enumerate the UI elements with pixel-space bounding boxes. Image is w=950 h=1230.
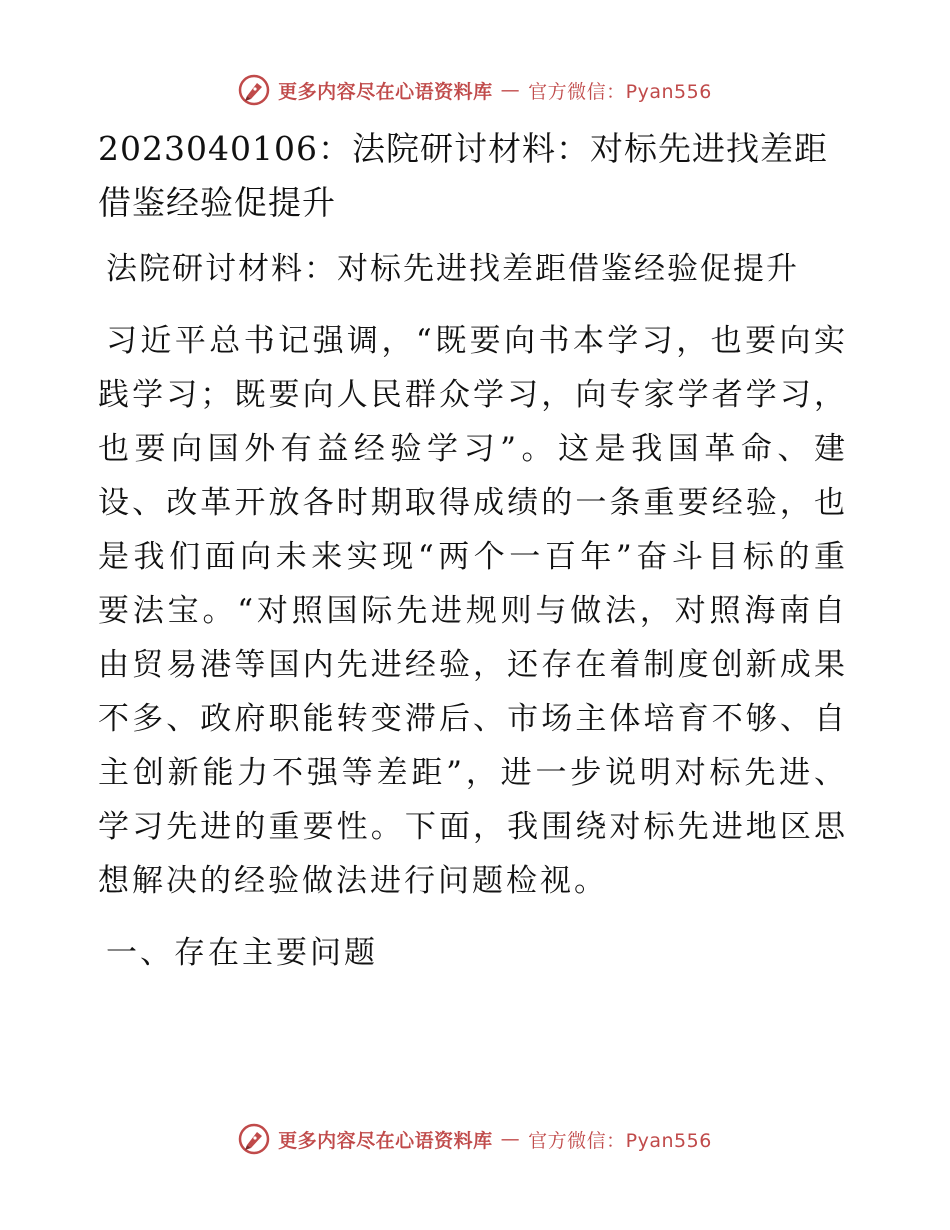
pen-nib-logo-icon xyxy=(238,1123,270,1155)
section-heading: 一、存在主要问题 xyxy=(106,935,378,971)
header-watermark-banner xyxy=(0,70,950,110)
banner-separator: — xyxy=(500,1128,521,1150)
banner-main-text: 更多内容尽在心语资料库 xyxy=(278,1129,493,1152)
banner-separator: — xyxy=(500,79,521,101)
body-paragraph: 习近平总书记强调，“既要向书本学习，也要向实践学习；既要向人民群众学习，向专家学者学习，也要向国外有益经验学习”。这是我国革命、建设、改革开放各时期取得成绩的一条重要经验，也是我们面向未来实现“两个一百年”奋斗目标的重要法宝。“对照国际先进规则与做法，对照海南自由贸易港等国内先进经验，还存在着制度创新成果不多、政府职能转变滞后、市场主体培育不够、自主创新能力不强等差距”，进一步说明对标先进、学习先进的重要性。下面，我围绕对标先进地区思想解决的经验做法进行问题检视。 xyxy=(98,323,848,899)
document-title: 2023040106：法院研讨材料：对标先进找差距借鉴经验促提升 xyxy=(98,129,828,222)
document-body xyxy=(98,122,848,980)
document-subtitle: 法院研讨材料：对标先进找差距借鉴经验促提升 xyxy=(106,251,799,287)
pen-nib-logo-icon xyxy=(238,74,270,106)
banner-sub-text: 官方微信：Pyan556 xyxy=(528,80,712,103)
banner-main-text: 更多内容尽在心语资料库 xyxy=(278,80,493,103)
banner-sub-text: 官方微信：Pyan556 xyxy=(528,1129,712,1152)
footer-watermark-banner xyxy=(0,1119,950,1159)
